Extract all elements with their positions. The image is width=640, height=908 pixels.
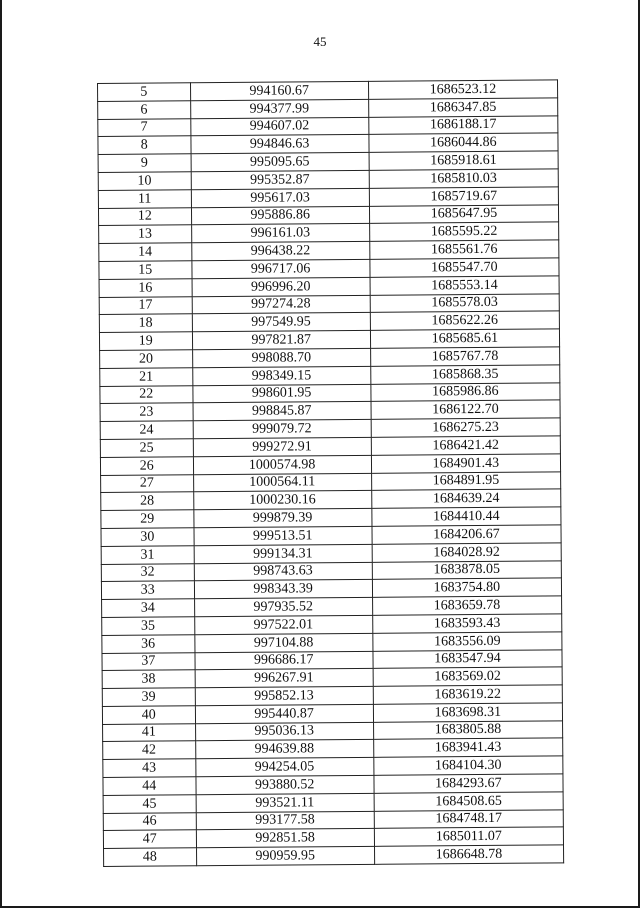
x-coordinate-cell: 992851.58 <box>196 829 374 848</box>
y-coordinate-cell: 1683698.31 <box>373 703 562 722</box>
x-coordinate-cell: 998601.95 <box>192 384 370 403</box>
x-coordinate-cell: 998343.39 <box>194 580 372 599</box>
y-coordinate-cell: 1685547.70 <box>370 258 559 277</box>
y-coordinate-cell: 1685578.03 <box>370 293 559 312</box>
x-coordinate-cell: 1000230.16 <box>193 491 371 510</box>
x-coordinate-cell: 999079.72 <box>193 419 371 438</box>
point-number-cell: 34 <box>102 599 195 618</box>
x-coordinate-cell: 999134.31 <box>194 544 372 563</box>
y-coordinate-cell: 1685810.03 <box>369 169 558 188</box>
y-coordinate-cell: 1685595.22 <box>369 222 558 241</box>
x-coordinate-cell: 996161.03 <box>191 224 369 243</box>
coordinate-table <box>97 79 564 867</box>
y-coordinate-cell: 1686275.23 <box>371 418 560 437</box>
x-coordinate-cell: 997821.87 <box>192 331 370 350</box>
point-number-cell: 48 <box>104 848 197 867</box>
y-coordinate-cell: 1686188.17 <box>369 115 558 134</box>
point-number-cell: 22 <box>100 385 193 404</box>
point-number-cell: 27 <box>101 474 194 493</box>
point-number-cell: 35 <box>102 617 195 636</box>
y-coordinate-cell: 1684901.43 <box>371 454 560 473</box>
point-number-cell: 14 <box>99 243 192 262</box>
point-number-cell: 9 <box>98 154 191 173</box>
point-number-cell: 42 <box>103 741 196 760</box>
x-coordinate-cell: 997274.28 <box>192 295 370 314</box>
x-coordinate-cell: 996686.17 <box>194 651 372 670</box>
coordinate-table-body <box>98 80 564 867</box>
point-number-cell: 8 <box>98 136 191 155</box>
x-coordinate-cell: 1000574.98 <box>193 455 371 474</box>
y-coordinate-cell: 1684206.67 <box>372 525 561 544</box>
y-coordinate-cell: 1684508.65 <box>374 792 563 811</box>
x-coordinate-cell: 1000564.11 <box>193 473 371 492</box>
point-number-cell: 13 <box>99 225 192 244</box>
page-number: 45 <box>313 34 327 49</box>
scan-edge-left <box>0 0 2 908</box>
y-coordinate-cell: 1685685.61 <box>370 329 559 348</box>
point-number-cell: 19 <box>99 332 192 351</box>
point-number-cell: 44 <box>103 777 196 796</box>
y-coordinate-cell: 1685561.76 <box>370 240 559 259</box>
table-row <box>104 845 564 866</box>
y-coordinate-cell: 1685553.14 <box>370 276 559 295</box>
point-number-cell: 45 <box>103 795 196 814</box>
point-number-cell: 26 <box>100 456 193 475</box>
x-coordinate-cell: 995036.13 <box>195 722 373 741</box>
x-coordinate-cell: 997549.95 <box>192 313 370 332</box>
x-coordinate-cell: 990959.95 <box>196 847 374 866</box>
point-number-cell: 28 <box>101 492 194 511</box>
y-coordinate-cell: 1684748.17 <box>374 810 563 829</box>
x-coordinate-cell: 994160.67 <box>190 81 368 100</box>
x-coordinate-cell: 994639.88 <box>195 740 373 759</box>
point-number-cell: 25 <box>100 439 193 458</box>
point-number-cell: 38 <box>102 670 195 689</box>
x-coordinate-cell: 998845.87 <box>193 402 371 421</box>
x-coordinate-cell: 993521.11 <box>196 793 374 812</box>
y-coordinate-cell: 1684293.67 <box>374 774 563 793</box>
y-coordinate-cell: 1686648.78 <box>374 845 563 864</box>
y-coordinate-cell: 1683754.80 <box>372 578 561 597</box>
y-coordinate-cell: 1685719.67 <box>369 187 558 206</box>
point-number-cell: 37 <box>102 652 195 671</box>
point-number-cell: 46 <box>103 812 196 831</box>
x-coordinate-cell: 995852.13 <box>195 686 373 705</box>
y-coordinate-cell: 1685622.26 <box>370 311 559 330</box>
point-number-cell: 6 <box>98 101 191 120</box>
x-coordinate-cell: 996438.22 <box>191 242 369 261</box>
point-number-cell: 21 <box>100 368 193 387</box>
y-coordinate-cell: 1683878.05 <box>372 560 561 579</box>
y-coordinate-cell: 1683659.78 <box>372 596 561 615</box>
point-number-cell: 23 <box>100 403 193 422</box>
x-coordinate-cell: 995095.65 <box>191 153 369 172</box>
point-number-cell: 5 <box>98 83 191 102</box>
point-number-cell: 47 <box>103 830 196 849</box>
y-coordinate-cell: 1683569.02 <box>373 667 562 686</box>
y-coordinate-cell: 1683805.88 <box>373 721 562 740</box>
point-number-cell: 40 <box>102 706 195 725</box>
x-coordinate-cell: 996996.20 <box>192 277 370 296</box>
x-coordinate-cell: 997522.01 <box>194 615 372 634</box>
y-coordinate-cell: 1683556.09 <box>373 632 562 651</box>
x-coordinate-cell: 999513.51 <box>193 526 371 545</box>
point-number-cell: 43 <box>103 759 196 778</box>
x-coordinate-cell: 996267.91 <box>195 669 373 688</box>
y-coordinate-cell: 1684410.44 <box>372 507 561 526</box>
y-coordinate-cell: 1685647.95 <box>369 204 558 223</box>
x-coordinate-cell: 994607.02 <box>190 117 368 136</box>
y-coordinate-cell: 1683941.43 <box>373 738 562 757</box>
x-coordinate-cell: 997935.52 <box>194 597 372 616</box>
y-coordinate-cell: 1684891.95 <box>371 471 560 490</box>
point-number-cell: 30 <box>101 528 194 547</box>
x-coordinate-cell: 995617.03 <box>191 188 369 207</box>
point-number-cell: 39 <box>102 688 195 707</box>
point-number-cell: 41 <box>103 723 196 742</box>
point-number-cell: 24 <box>100 421 193 440</box>
x-coordinate-cell: 996717.06 <box>191 259 369 278</box>
y-coordinate-cell: 1685011.07 <box>374 827 563 846</box>
point-number-cell: 36 <box>102 634 195 653</box>
point-number-cell: 10 <box>98 172 191 191</box>
point-number-cell: 11 <box>98 190 191 209</box>
x-coordinate-cell: 999272.91 <box>193 437 371 456</box>
y-coordinate-cell: 1686523.12 <box>368 80 557 99</box>
x-coordinate-cell: 995352.87 <box>191 170 369 189</box>
y-coordinate-cell: 1685918.61 <box>369 151 558 170</box>
point-number-cell: 16 <box>99 279 192 298</box>
x-coordinate-cell: 994377.99 <box>190 99 368 118</box>
y-coordinate-cell: 1683593.43 <box>372 614 561 633</box>
x-coordinate-cell: 995440.87 <box>195 704 373 723</box>
y-coordinate-cell: 1684639.24 <box>371 489 560 508</box>
y-coordinate-cell: 1686421.42 <box>371 436 560 455</box>
x-coordinate-cell: 998088.70 <box>192 348 370 367</box>
x-coordinate-cell: 994254.05 <box>195 758 373 777</box>
point-number-cell: 18 <box>99 314 192 333</box>
y-coordinate-cell: 1686347.85 <box>368 98 557 117</box>
point-number-cell: 20 <box>100 350 193 369</box>
point-number-cell: 15 <box>99 261 192 280</box>
point-number-cell: 31 <box>101 545 194 564</box>
y-coordinate-cell: 1683619.22 <box>373 685 562 704</box>
y-coordinate-cell: 1685868.35 <box>371 365 560 384</box>
x-coordinate-cell: 993177.58 <box>196 811 374 830</box>
x-coordinate-cell: 998349.15 <box>192 366 370 385</box>
point-number-cell: 12 <box>98 207 191 226</box>
y-coordinate-cell: 1685767.78 <box>370 347 559 366</box>
point-number-cell: 32 <box>101 563 194 582</box>
x-coordinate-cell: 995886.86 <box>191 206 369 225</box>
point-number-cell: 29 <box>101 510 194 529</box>
point-number-cell: 33 <box>101 581 194 600</box>
point-number-cell: 17 <box>99 296 192 315</box>
point-number-cell: 7 <box>98 118 191 137</box>
x-coordinate-cell: 994846.63 <box>190 135 368 154</box>
y-coordinate-cell: 1685986.86 <box>371 382 560 401</box>
x-coordinate-cell: 998743.63 <box>194 562 372 581</box>
y-coordinate-cell: 1686044.86 <box>369 133 558 152</box>
y-coordinate-cell: 1683547.94 <box>373 649 562 668</box>
y-coordinate-cell: 1684028.92 <box>372 543 561 562</box>
x-coordinate-cell: 999879.39 <box>193 508 371 527</box>
y-coordinate-cell: 1684104.30 <box>374 756 563 775</box>
x-coordinate-cell: 993880.52 <box>195 775 373 794</box>
y-coordinate-cell: 1686122.70 <box>371 400 560 419</box>
x-coordinate-cell: 997104.88 <box>194 633 372 652</box>
